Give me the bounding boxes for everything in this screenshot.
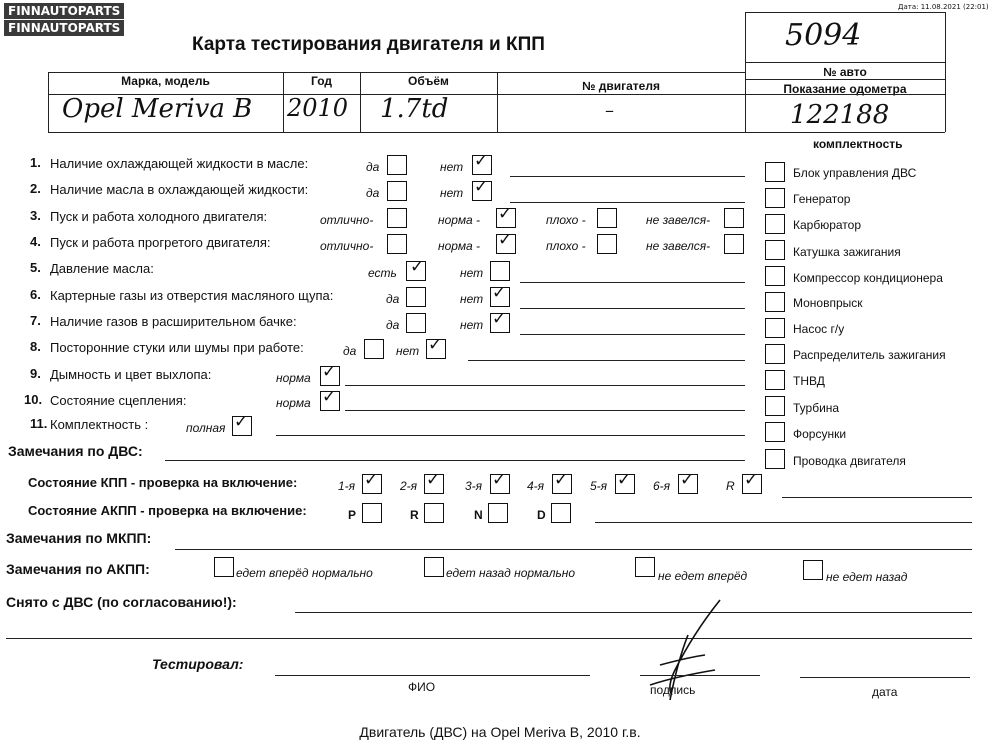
item-number: 7. [30,313,41,328]
option-label: не завелся- [646,239,711,253]
option-label: норма [276,371,311,385]
tested-by-label: Тестировал: [152,656,244,672]
check-mark: ✓ [428,335,443,355]
position-checkbox[interactable] [424,503,444,523]
logo-line2: FINNAUTOPARTS [4,20,124,36]
table-bottom-line [48,132,945,133]
option-label: нет [460,266,484,280]
komplekt-checkbox[interactable] [765,188,785,208]
fill-line [275,675,590,676]
option-label: да [366,160,380,174]
check-mark: ✓ [474,177,489,197]
fill-line [510,176,745,177]
komplekt-checkbox[interactable] [765,396,785,416]
engine-no-value: – [605,100,614,121]
komplekt-checkbox[interactable] [765,370,785,390]
komplekt-item: Компрессор кондиционера [793,271,943,285]
komplekt-checkbox[interactable] [765,449,785,469]
checkbox-bad[interactable] [597,234,617,254]
komplekt-checkbox[interactable] [765,344,785,364]
position-checkbox[interactable] [551,503,571,523]
option-label: да [343,344,357,358]
komplekt-item: Карбюратор [793,218,862,232]
fill-line [175,549,972,550]
komplekt-item: Насос г/у [793,322,845,336]
komplekt-checkbox[interactable] [765,214,785,234]
check-mark: ✓ [410,257,425,277]
komplekt-item: Генератор [793,192,851,206]
komplekt-item: Моновпрыск [793,296,863,310]
komplekt-checkbox[interactable] [765,162,785,182]
position-label: P [348,508,357,522]
gear-label: R [726,479,735,493]
check-mark: ✓ [322,362,337,382]
checkbox-no[interactable] [490,261,510,281]
option-label: отлично- [320,239,374,253]
komplekt-item: Блок управления ДВС [793,166,917,180]
fill-line [520,334,745,335]
item-text: Комплектность : [50,417,149,432]
logo-line1: FINNAUTOPARTS [4,3,124,19]
checkbox-excellent[interactable] [387,234,407,254]
signature-label: подпись [650,683,696,697]
position-label: R [410,508,419,522]
position-label: N [474,508,483,522]
item-number: 2. [30,181,41,196]
form-title: Карта тестирования двигателя и КПП [192,34,545,55]
remarks-mkpp-label: Замечания по МКПП: [6,530,152,546]
item-text: Давление масла: [50,261,154,276]
fill-line [800,677,970,678]
check-mark: ✓ [234,412,249,432]
option-label: нет [396,344,420,358]
akpp-option-label: не едет назад [826,570,908,584]
check-mark: ✓ [680,470,695,490]
checkbox-excellent[interactable] [387,208,407,228]
item-text: Наличие масла в охлаждающей жидкости: [50,182,309,197]
item-number: 4. [30,234,41,249]
remarks-dvs-label: Замечания по ДВС: [8,443,143,459]
akpp-option-label: не едет вперёд [658,569,748,583]
option-label: нет [460,318,484,332]
item-number: 11. [30,416,48,431]
item-number: 5. [30,260,41,275]
komplekt-checkbox[interactable] [765,318,785,338]
option-label: плохо - [546,239,586,253]
option-label: нет [440,186,464,200]
fill-line [640,675,760,676]
komplekt-checkbox[interactable] [765,422,785,442]
option-label: полная [186,421,226,435]
fill-line [520,308,745,309]
komplekt-item: Форсунки [793,427,847,441]
removed-label: Снято с ДВС (по согласованию!): [6,594,237,610]
check-mark: ✓ [498,230,513,250]
option-label: плохо - [546,213,586,227]
kpp-label: Состояние КПП - проверка на включение: [28,475,298,490]
gear-label: 1-я [338,479,356,493]
fio-label: ФИО [408,680,436,694]
fill-line [520,282,745,283]
model-value: Opel Meriva B [62,94,253,124]
item-text: Наличие газов в расширительном бачке: [50,314,297,329]
option-label: да [386,318,400,332]
date-label: дата [872,685,898,699]
item-text: Пуск и работа холодного двигателя: [50,209,268,224]
option-label: норма - [438,213,481,227]
header-mid-line [745,62,945,63]
checkbox-no-start[interactable] [724,208,744,228]
position-checkbox[interactable] [362,503,382,523]
table-top-line [48,72,745,73]
checkbox-bad[interactable] [597,208,617,228]
item-number: 1. [30,155,41,170]
fill-line [345,385,745,386]
option-label: нет [460,292,484,306]
item-number: 8. [30,339,41,354]
check-mark: ✓ [744,470,759,490]
auto-number-value: 5094 [785,18,862,53]
akpp-option-checkbox[interactable] [803,560,823,580]
year-header: Год [311,74,332,88]
akpp-label: Состояние АКПП - проверка на включение: [28,503,307,518]
check-mark: ✓ [498,204,513,224]
option-label: норма [276,396,311,410]
check-mark: ✓ [492,470,507,490]
option-label: отлично- [320,213,374,227]
komplekt-item: Проводка двигателя [793,454,906,468]
fill-line [782,497,972,498]
item-text: Посторонние стуки или шумы при работе: [50,340,304,355]
engine-no-header: № двигателя [582,79,660,93]
fill-line [276,435,745,436]
item-text: Пуск и работа прогретого двигателя: [50,235,271,250]
check-mark: ✓ [617,470,632,490]
checkbox-yes[interactable] [364,339,384,359]
fill-line [6,638,972,639]
akpp-option-label: едет назад нормально [446,566,576,580]
option-label: не завелся- [646,213,711,227]
header-line2 [745,79,945,80]
option-label: норма - [438,239,481,253]
item-text: Состояние сцепления: [50,393,187,408]
fill-line [165,460,745,461]
akpp-option-checkbox[interactable] [424,557,444,577]
item-number: 10. [24,392,43,407]
checkbox-no-start[interactable] [724,234,744,254]
position-checkbox[interactable] [488,503,508,523]
item-number: 9. [30,366,41,381]
header-right-line [945,12,946,132]
item-number: 6. [30,287,41,302]
item-text: Наличие охлаждающей жидкости в масле: [50,156,309,171]
check-mark: ✓ [554,470,569,490]
komplekt-item: Турбина [793,401,840,415]
item-number: 3. [30,208,41,223]
checkbox-yes[interactable] [387,155,407,175]
komplekt-item: Катушка зажигания [793,245,901,259]
gear-label: 6-я [653,479,671,493]
komplekt-item: ТНВД [793,374,825,388]
model-header: Марка, модель [121,74,210,88]
gear-label: 3-я [465,479,483,493]
komplekt-heading: комплектность [813,137,903,151]
check-mark: ✓ [322,387,337,407]
volume-header: Объём [408,74,449,88]
volume-value: 1.7td [380,94,449,124]
fill-line [345,410,745,411]
option-label: есть [368,266,397,280]
auto-number-label: № авто [823,65,867,79]
option-label: нет [440,160,464,174]
akpp-option-checkbox[interactable] [635,557,655,577]
image-caption: Двигатель (ДВС) на Opel Meriva B, 2010 г.в. [359,724,641,740]
gear-label: 5-я [590,479,608,493]
option-label: да [366,186,380,200]
check-mark: ✓ [492,283,507,303]
position-label: D [537,508,546,522]
item-text: Картерные газы из отверстия масляного щупа: [50,288,334,303]
check-mark: ✓ [364,470,379,490]
komplekt-item: Распределитель зажигания [793,348,946,362]
remarks-akpp-label: Замечания по АКПП: [6,561,150,577]
odometer-label: Показание одометра [783,82,907,96]
check-mark: ✓ [492,309,507,329]
gear-label: 2-я [400,479,418,493]
option-label: да [386,292,400,306]
akpp-option-checkbox[interactable] [214,557,234,577]
year-value: 2010 [287,94,349,122]
item-text: Дымность и цвет выхлопа: [50,367,212,382]
komplekt-checkbox[interactable] [765,266,785,286]
odometer-value: 122188 [790,100,890,130]
date-stamp: Дата: 11.08.2021 (22:01) [898,3,989,11]
gear-label: 4-я [527,479,545,493]
check-mark: ✓ [426,470,441,490]
checkbox-yes[interactable] [406,287,426,307]
akpp-option-label: едет вперёд нормально [236,566,373,580]
header-top-line [745,12,945,13]
komplekt-checkbox[interactable] [765,240,785,260]
komplekt-checkbox[interactable] [765,292,785,312]
checkbox-yes[interactable] [406,313,426,333]
fill-line [510,202,745,203]
check-mark: ✓ [474,151,489,171]
checkbox-yes[interactable] [387,181,407,201]
fill-line [595,522,972,523]
fill-line [468,360,745,361]
